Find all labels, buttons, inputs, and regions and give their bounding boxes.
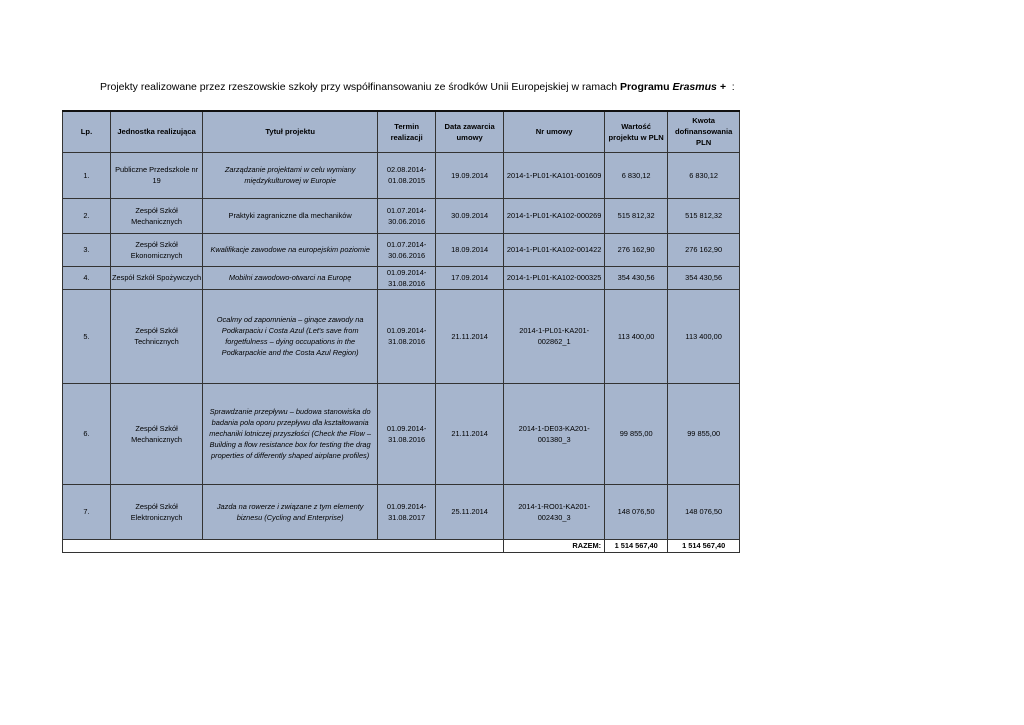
cell-date: 25.11.2014 <box>436 484 504 539</box>
cell-grant: 354 430,56 <box>668 266 740 289</box>
cell-number: 2014-1-PL01-KA102-000325 <box>504 266 605 289</box>
cell-grant: 276 162,90 <box>668 233 740 266</box>
cell-grant: 99 855,00 <box>668 383 740 484</box>
cell-number: 2014-1-PL01-KA102-001422 <box>504 233 605 266</box>
cell-title: Kwalifikacje zawodowe na europejskim poziomie <box>203 233 378 266</box>
total-grant: 1 514 567,40 <box>668 539 740 552</box>
cell-value: 99 855,00 <box>605 383 668 484</box>
projects-table <box>62 110 740 553</box>
total-label: RAZEM: <box>504 539 605 552</box>
cell-unit: Zespół Szkół Mechanicznych <box>111 383 203 484</box>
table-row <box>63 484 740 539</box>
cell-unit: Zespół Szkół Spożywczych <box>111 266 203 289</box>
page-heading <box>100 81 735 93</box>
cell-unit: Zespół Szkół Technicznych <box>111 289 203 383</box>
cell-title: Mobilni zawodowo-otwarci na Europę <box>203 266 378 289</box>
table-row <box>63 198 740 233</box>
table-row <box>63 233 740 266</box>
heading-tail: : <box>725 81 735 93</box>
cell-title: Jazda na rowerze i związane z tym elementy biznesu (Cycling and Enterprise) <box>203 484 378 539</box>
heading-text: Projekty realizowane przez rzeszowskie szkoły przy współfinansowaniu ze środków Unii Europejskiej w ramach <box>100 81 620 93</box>
cell-date: 17.09.2014 <box>436 266 504 289</box>
cell-term: 01.09.2014-31.08.2016 <box>378 266 436 289</box>
cell-grant: 113 400,00 <box>668 289 740 383</box>
header-unit: Jednostka realizująca <box>111 111 203 152</box>
header-title: Tytuł projektu <box>203 111 378 152</box>
cell-number: 2014-1-PL01-KA102-000269 <box>504 198 605 233</box>
header-term: Termin realizacji <box>378 111 436 152</box>
header-lp: Lp. <box>63 111 111 152</box>
cell-lp: 3. <box>63 233 111 266</box>
cell-title: Ocalmy od zapomnienia – ginące zawody na Podkarpaciu i Costa Azul (Let's save from forgetfulness – dying occupations in the Podkarpackie and the Costa Azul Region) <box>203 289 378 383</box>
heading-program-name: Erasmus + <box>672 81 726 93</box>
cell-number: 2014-1-PL01-KA201-002862_1 <box>504 289 605 383</box>
table-row <box>63 289 740 383</box>
header-number: Nr umowy <box>504 111 605 152</box>
cell-term: 02.08.2014-01.08.2015 <box>378 152 436 198</box>
cell-unit: Zespół Szkół Elektronicznych <box>111 484 203 539</box>
cell-lp: 4. <box>63 266 111 289</box>
cell-lp: 6. <box>63 383 111 484</box>
total-value: 1 514 567,40 <box>605 539 668 552</box>
header-date: Data zawarcia umowy <box>436 111 504 152</box>
cell-value: 113 400,00 <box>605 289 668 383</box>
total-spacer <box>63 539 504 552</box>
heading-program: Programu <box>619 81 673 93</box>
header-value: Wartość projektu w PLN <box>605 111 668 152</box>
cell-number: 2014-1-DE03-KA201-001380_3 <box>504 383 605 484</box>
cell-unit: Publiczne Przedszkole nr 19 <box>111 152 203 198</box>
cell-title: Zarządzanie projektami w celu wymiany międzykulturowej w Europie <box>203 152 378 198</box>
cell-unit: Zespół Szkół Ekonomicznych <box>111 233 203 266</box>
cell-title: Sprawdzanie przepływu – budowa stanowiska do badania pola oporu przepływu dla kształtowania mechaniki lotniczej przyszłości (Check the Flow – Building a flow resistance box for testing the drag properties of differently shaped airplane profiles) <box>203 383 378 484</box>
cell-value: 276 162,90 <box>605 233 668 266</box>
cell-term: 01.09.2014-31.08.2016 <box>378 289 436 383</box>
cell-term: 01.09.2014-31.08.2017 <box>378 484 436 539</box>
cell-value: 354 430,56 <box>605 266 668 289</box>
total-row <box>63 539 740 552</box>
cell-date: 30.09.2014 <box>436 198 504 233</box>
cell-term: 01.09.2014-31.08.2016 <box>378 383 436 484</box>
cell-title: Praktyki zagraniczne dla mechaników <box>203 198 378 233</box>
cell-lp: 7. <box>63 484 111 539</box>
cell-term: 01.07.2014-30.06.2016 <box>378 233 436 266</box>
cell-value: 6 830,12 <box>605 152 668 198</box>
cell-value: 515 812,32 <box>605 198 668 233</box>
cell-date: 19.09.2014 <box>436 152 504 198</box>
cell-value: 148 076,50 <box>605 484 668 539</box>
cell-grant: 6 830,12 <box>668 152 740 198</box>
cell-number: 2014-1-PL01-KA101-001609 <box>504 152 605 198</box>
table-row <box>63 152 740 198</box>
cell-lp: 2. <box>63 198 111 233</box>
cell-grant: 515 812,32 <box>668 198 740 233</box>
table-row <box>63 383 740 484</box>
header-grant: Kwota dofinansowania PLN <box>668 111 740 152</box>
cell-lp: 5. <box>63 289 111 383</box>
cell-number: 2014-1-RO01-KA201-002430_3 <box>504 484 605 539</box>
cell-unit: Zespół Szkół Mechanicznych <box>111 198 203 233</box>
cell-lp: 1. <box>63 152 111 198</box>
cell-date: 21.11.2014 <box>436 383 504 484</box>
table-row <box>63 266 740 289</box>
cell-date: 18.09.2014 <box>436 233 504 266</box>
cell-term: 01.07.2014-30.06.2016 <box>378 198 436 233</box>
cell-date: 21.11.2014 <box>436 289 504 383</box>
cell-grant: 148 076,50 <box>668 484 740 539</box>
